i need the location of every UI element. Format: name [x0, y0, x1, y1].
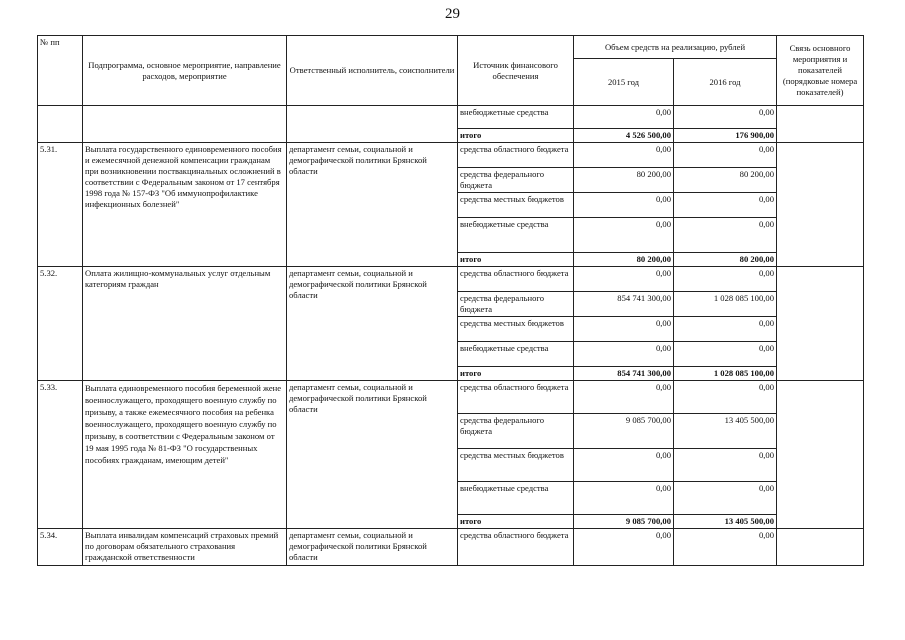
header-2015: 2015 год — [574, 59, 674, 106]
item-name: Выплата единовременного пособия беременной жене военнослужащего, проходящего военную службу по призыву, а также ежемесячного пособия на ребенка военнослужащего, проходящего военную службу по призыву, в соответствии с Федеральным законом от 19 мая 1995 года № 81-ФЗ "О государственных пособиях гражданам, имеющим детей" — [83, 381, 287, 529]
item-name: Выплата государственного единовременного пособия и ежемесячной денежной компенсации гражданам при возникновении поствакцинальных осложнений в соответствии с Федеральным законом от 17 сентября 1998 года № 157-ФЗ "Об иммунопрофилактике инфекционных болезней" — [83, 143, 287, 267]
value-2015-cell: 0,00 — [574, 342, 674, 367]
source-cell: средства областного бюджета — [458, 267, 574, 292]
value-2015-cell: 0,00 — [574, 482, 674, 515]
source-cell: средства федерального бюджета — [458, 292, 574, 317]
value-2016-cell: 0,00 — [674, 143, 777, 168]
value-2016-cell: 13 405 500,00 — [674, 515, 777, 529]
header-no: № пп — [38, 36, 83, 106]
value-2015-cell: 0,00 — [574, 193, 674, 218]
item-number: 5.34. — [38, 529, 83, 566]
source-cell: средства областного бюджета — [458, 143, 574, 168]
value-2016-cell: 176 900,00 — [674, 129, 777, 143]
value-2015-cell: 9 085 700,00 — [574, 414, 674, 449]
source-cell: итого — [458, 253, 574, 267]
source-cell: внебюджетные средства — [458, 482, 574, 515]
value-2016-cell: 0,00 — [674, 317, 777, 342]
value-2015-cell: 0,00 — [574, 449, 674, 482]
value-2015-cell: 4 526 500,00 — [574, 129, 674, 143]
value-2016-cell: 0,00 — [674, 529, 777, 566]
value-2016-cell: 0,00 — [674, 381, 777, 414]
value-2016-cell: 80 200,00 — [674, 168, 777, 193]
value-2015-cell: 80 200,00 — [574, 168, 674, 193]
source-cell: итого — [458, 129, 574, 143]
table-row — [38, 143, 864, 168]
source-cell: средства местных бюджетов — [458, 449, 574, 482]
financing-table — [37, 35, 864, 566]
source-cell: итого — [458, 367, 574, 381]
value-2015-cell: 9 085 700,00 — [574, 515, 674, 529]
header-executor: Ответственный исполнитель, соисполнители — [287, 36, 458, 106]
source-cell: средства областного бюджета — [458, 529, 574, 566]
value-2015-cell: 0,00 — [574, 317, 674, 342]
table-row — [38, 267, 864, 292]
value-2015-cell: 0,00 — [574, 106, 674, 129]
value-2016-cell: 0,00 — [674, 482, 777, 515]
value-2016-cell: 1 028 085 100,00 — [674, 292, 777, 317]
value-2016-cell: 0,00 — [674, 218, 777, 253]
header-source: Источник финансового обеспечения — [458, 36, 574, 106]
value-2016-cell: 0,00 — [674, 342, 777, 367]
value-2016-cell: 0,00 — [674, 449, 777, 482]
value-2015-cell: 854 741 300,00 — [574, 367, 674, 381]
header-2016: 2016 год — [674, 59, 777, 106]
value-2015-cell: 0,00 — [574, 381, 674, 414]
source-cell: средства местных бюджетов — [458, 317, 574, 342]
value-2016-cell: 0,00 — [674, 193, 777, 218]
table-row — [38, 106, 864, 129]
value-2015-cell: 0,00 — [574, 529, 674, 566]
item-name: Оплата жилищно-коммунальных услуг отдельным категориям граждан — [83, 267, 287, 381]
item-number: 5.32. — [38, 267, 83, 381]
source-cell: средства федерального бюджета — [458, 414, 574, 449]
value-2015-cell: 0,00 — [574, 218, 674, 253]
header-program: Подпрограмма, основное мероприятие, направление расходов, мероприятие — [83, 36, 287, 106]
source-cell: средства федерального бюджета — [458, 168, 574, 193]
value-2015-cell: 854 741 300,00 — [574, 292, 674, 317]
table-body — [38, 106, 864, 566]
item-executor: департамент семьи, социальной и демографической политики Брянской области — [287, 529, 458, 566]
value-2016-cell: 0,00 — [674, 267, 777, 292]
value-2016-cell: 80 200,00 — [674, 253, 777, 267]
item-number: 5.33. — [38, 381, 83, 529]
source-cell: средства местных бюджетов — [458, 193, 574, 218]
table-row — [38, 529, 864, 566]
source-cell: итого — [458, 515, 574, 529]
value-2016-cell: 13 405 500,00 — [674, 414, 777, 449]
header-link: Связь основного мероприятия и показателей (порядковые номера показателей) — [777, 36, 864, 106]
page-number: 29 — [445, 6, 460, 22]
header-volume: Объем средств на реализацию, рублей — [574, 36, 777, 59]
item-executor: департамент семьи, социальной и демографической политики Брянской области — [287, 381, 458, 529]
item-executor: департамент семьи, социальной и демографической политики Брянской области — [287, 143, 458, 267]
value-2016-cell: 0,00 — [674, 106, 777, 129]
item-number: 5.31. — [38, 143, 83, 267]
value-2016-cell: 1 028 085 100,00 — [674, 367, 777, 381]
value-2015-cell: 0,00 — [574, 143, 674, 168]
item-executor: департамент семьи, социальной и демографической политики Брянской области — [287, 267, 458, 381]
table-row — [38, 381, 864, 414]
source-cell: внебюджетные средства — [458, 218, 574, 253]
source-cell: внебюджетные средства — [458, 342, 574, 367]
header-row-1 — [38, 36, 864, 59]
value-2015-cell: 0,00 — [574, 267, 674, 292]
item-name: Выплата инвалидам компенсаций страховых премий по договорам обязательного страхования гражданской ответственности — [83, 529, 287, 566]
source-cell: внебюджетные средства — [458, 106, 574, 129]
value-2015-cell: 80 200,00 — [574, 253, 674, 267]
source-cell: средства областного бюджета — [458, 381, 574, 414]
